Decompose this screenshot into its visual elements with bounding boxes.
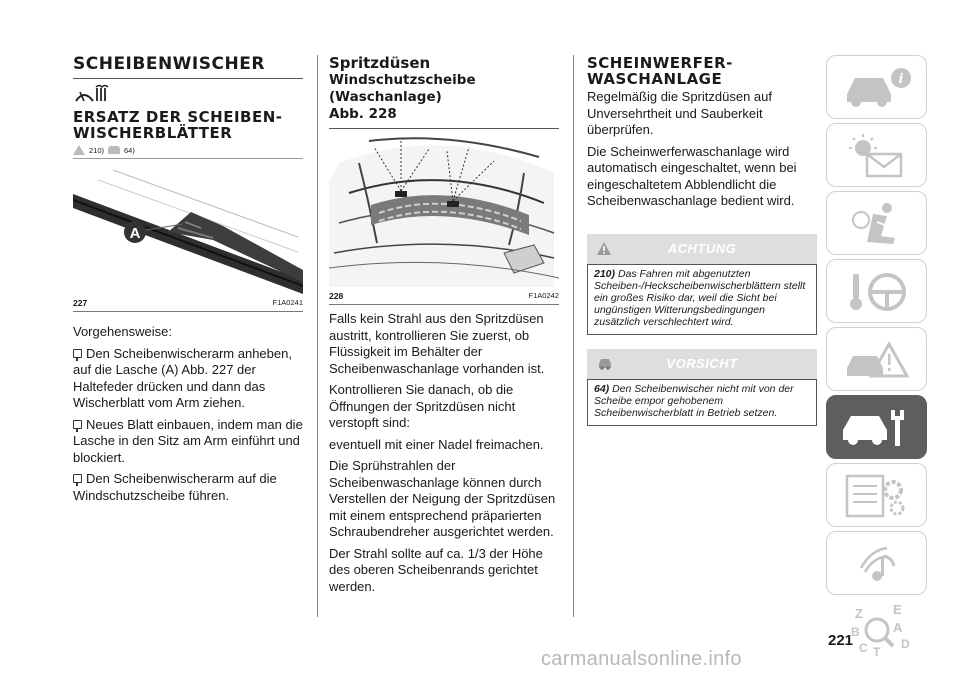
- paragraph: Die Scheinwerferwaschanlage wird automatisch eingeschaltet, wenn bei eingeschaltetem Abblendlicht die Scheibenwaschanlage bedient wird.: [587, 143, 797, 208]
- svg-text:C: C: [858, 641, 868, 655]
- tab-maintenance[interactable]: [826, 395, 927, 459]
- warning-triangle-icon: [597, 242, 611, 260]
- list-item: Neues Blatt einbauen, indem man die Lasche in den Sitz am Arm einführt und blockiert.: [73, 416, 303, 465]
- bullet-icon: [73, 349, 82, 358]
- tab-warning-lights[interactable]: [826, 123, 927, 187]
- figure-label-a: A: [129, 225, 141, 242]
- warning-lights-message-icon: [837, 130, 917, 180]
- airbag-seat-icon: [837, 198, 917, 248]
- caution-box-header: [587, 349, 817, 379]
- figure-code: F1A0241: [272, 298, 303, 307]
- car-info-icon: [837, 64, 917, 110]
- car-wrench-icon: [837, 402, 917, 452]
- paragraph: Falls kein Strahl aus den Spritzdüsen austritt, kontrollieren Sie zuerst, ob Flüssigkeit im Behälter der Scheibenwaschanlage vorhanden ist.: [329, 311, 545, 376]
- svg-text:i: i: [898, 72, 903, 87]
- windscreen-nozzles-illustration: [329, 133, 559, 287]
- list-item: Den Scheibenwischerarm anheben, auf die Lasche (A) Abb. 227 der Haltefeder drücken und dann das Wischerblatt vom Arm ziehen.: [73, 345, 292, 410]
- caution-car-icon: [597, 357, 613, 375]
- tab-car-info[interactable]: [826, 55, 927, 119]
- figure-caption: [73, 296, 303, 311]
- svg-text:Z: Z: [854, 606, 863, 621]
- paragraph: Regelmäßig die Spritzdüsen auf Unversehrtheit und Sauberkeit überprüfen.: [587, 89, 772, 137]
- section-heading: Spritzdüsen: [329, 54, 431, 72]
- warning-references: 210) 64): [73, 145, 303, 155]
- column-divider: [317, 55, 318, 617]
- figure-number: 228: [329, 291, 344, 301]
- chapter-tabs: [826, 55, 927, 665]
- warning-triangle-icon: [73, 145, 85, 155]
- alphabetical-index-icon: [837, 602, 917, 658]
- tab-safety[interactable]: [826, 191, 927, 255]
- warning-box-header: [587, 234, 817, 264]
- emergency-triangle-car-icon: [837, 334, 917, 384]
- column-divider: [573, 55, 574, 617]
- tab-emergency[interactable]: [826, 327, 927, 391]
- warning-ref: 210): [594, 267, 616, 280]
- section-heading: SCHEIBENWISCHER: [73, 54, 265, 74]
- caution-box-body: [587, 379, 817, 426]
- tab-multimedia[interactable]: [826, 531, 927, 595]
- tab-starting-driving[interactable]: [826, 259, 927, 323]
- key-steering-wheel-icon: [837, 266, 917, 316]
- svg-text:B: B: [850, 625, 860, 639]
- column-washer-nozzles: [329, 55, 559, 600]
- bullet-icon: [73, 474, 82, 483]
- caution-text: Den Scheibenwischer nicht mit von der Scheibe empor gehobenem Scheibenwischerblatt in Betrieb setzen.: [594, 382, 794, 419]
- section-heading: SCHEINWERFER- WASCHANLAGE: [587, 54, 733, 88]
- paragraph: Die Sprühstrahlen der Scheibenwaschanlage können durch Verstellen der Neigung der Spritzdüsen mit einem entsprechend präparierten Schraubendreher ausgerichtet werden.: [329, 458, 556, 539]
- bullet-icon: [73, 420, 82, 429]
- caution-box: [587, 349, 817, 426]
- figure-228: [329, 133, 559, 305]
- specifications-gear-icon: [837, 470, 917, 520]
- paragraph: eventuell mit einer Nadel freimachen.: [329, 436, 544, 452]
- wiper-blade-illustration: [73, 162, 303, 294]
- watermark: carmanualsonline.info: [541, 648, 742, 670]
- warning-text: Das Fahren mit abgenutzten Scheiben-/Heckscheibenwischerblättern stellt ein großes Risiko dar, weil die Sicht bei ungünstigen Witterungsbedingungen zusätzlich verschlechtert wird.: [594, 267, 806, 328]
- list-item: Den Scheibenwischerarm auf die Windschutzscheibe führen.: [73, 471, 277, 503]
- warning-box: [587, 234, 817, 335]
- caution-title: VORSICHT: [666, 356, 738, 371]
- tab-index[interactable]: [826, 599, 927, 661]
- subsection-heading: ERSATZ DER SCHEIBEN- WISCHERBLÄTTER: [73, 108, 283, 142]
- multimedia-music-icon: [837, 538, 917, 588]
- figure-227: [73, 162, 303, 312]
- heading-rule: [73, 78, 303, 79]
- subsection-heading: Windschutzscheibe (Waschanlage) Abb. 228: [329, 72, 476, 122]
- figure-caption: [329, 289, 559, 304]
- column-wiper: [73, 55, 303, 509]
- caution-ref: 64): [594, 382, 610, 395]
- caution-car-icon: [108, 146, 120, 154]
- svg-text:T: T: [872, 645, 880, 658]
- svg-text:E: E: [892, 602, 902, 617]
- wiper-symbol-icon: [73, 83, 303, 107]
- svg-text:D: D: [900, 637, 910, 651]
- figure-number: 227: [73, 298, 88, 308]
- svg-text:A: A: [892, 620, 902, 635]
- page-number: 221: [828, 632, 854, 649]
- figure-code: F1A0242: [528, 291, 559, 300]
- warning-box-body: [587, 264, 817, 335]
- warning-title: ACHTUNG: [667, 241, 737, 256]
- paragraph: Der Strahl sollte auf ca. 1/3 der Höhe des oberen Scheibenrands gerichtet werden.: [329, 545, 543, 594]
- procedure-intro: Vorgehensweise:: [73, 324, 173, 339]
- tab-specifications[interactable]: [826, 463, 927, 527]
- paragraph: Kontrollieren Sie danach, ob die Öffnungen der Spritzdüsen nicht verstopft sind:: [329, 382, 516, 430]
- column-headlight-washer: [587, 55, 817, 426]
